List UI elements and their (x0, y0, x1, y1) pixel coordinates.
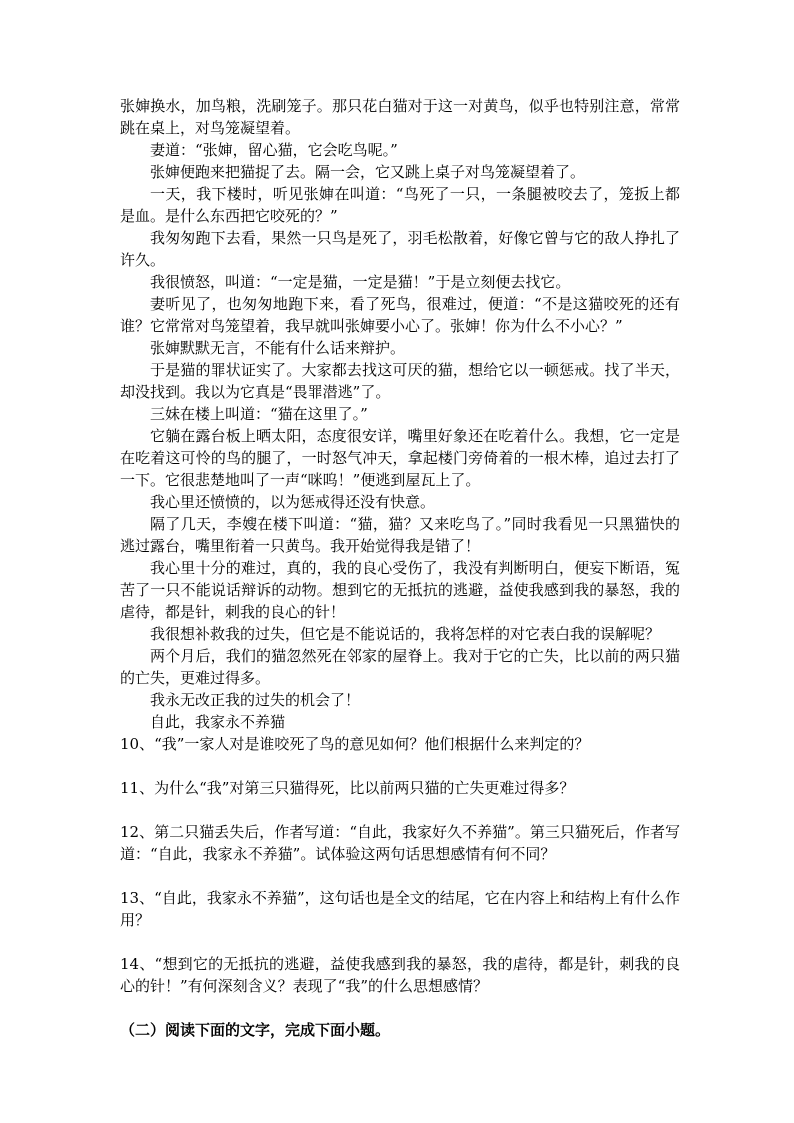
passage-paragraph: 我心里还愤愤的，以为惩戒得还没有快意。 (150, 493, 436, 511)
question-12: 12、第二只猫丢失后，作者写道：“自此，我家好久不养猫”。第三只猫死后，作者写道：“自此，我家永不养猫”。试体验这两句话思想感情有何不同？ (120, 823, 680, 863)
passage-paragraph: 我很想补救我的过失，但它是不能说话的，我将怎样的对它表白我的误解呢？ (150, 625, 661, 643)
passage-paragraph: 我很愤怒，叫道：“一定是猫，一定是猫！”于是立刻便去找它。 (150, 273, 571, 291)
passage-paragraph: 我永无改正我的过失的机会了！ (150, 691, 361, 709)
question-11: 11、为什么“我”对第三只猫得死，比以前两只猫的亡失更难过得多？ (120, 779, 575, 797)
question-list (120, 733, 680, 997)
passage-paragraph: 妻听见了，也匆匆地跑下来，看了死鸟，很难过，便道：“不是这猫咬死的还有谁？它常常对鸟笼望着，我早就叫张婶要小心了。张婶！你为什么不小心？” (120, 295, 680, 335)
passage-paragraph: 张婶换水，加鸟粮，洗刷笼子。那只花白猫对于这一对黄鸟，似乎也特别注意，常常跳在桌上，对鸟笼凝望着。 (120, 97, 680, 137)
passage-paragraph: 我心里十分的难过，真的，我的良心受伤了，我没有判断明白，便妄下断语，冤苦了一只不能说话辩诉的动物。想到它的无抵抗的逃避，益使我感到我的暴怒，我的虐待，都是针，刺我的良心的针！ (120, 559, 680, 621)
question-10: 10、“我”一家人对是谁咬死了鸟的意见如何？他们根据什么来判定的？ (120, 735, 590, 753)
question-14: 14、“想到它的无抵抗的逃避，益使我感到我的暴怒，我的虐待，都是针，刺我的良心的针！”有何深刻含义？表现了“我”的什么思想感情？ (120, 955, 680, 995)
passage-paragraph: 张婶默默无言，不能有什么话来辩护。 (150, 339, 406, 357)
passage-paragraph: 自此，我家永不养猫 (150, 713, 286, 731)
passage-paragraph: 三妹在楼上叫道：“猫在这里了。” (150, 405, 368, 423)
section-heading: （二）阅读下面的文字，完成下面小题。 (120, 1021, 391, 1039)
reading-passage (120, 95, 680, 733)
question-13: 13、“自此，我家永不养猫”，这句话也是全文的结尾，它在内容上和结构上有什么作用？ (120, 889, 680, 929)
passage-paragraph: 隔了几天，李嫂在楼下叫道：“猫，猫？又来吃鸟了。”同时我看见一只黑猫快的逃过露台，嘴里衔着一只黄鸟。我开始觉得我是错了！ (120, 515, 680, 555)
passage-paragraph: 妻道：“张婶，留心猫，它会吃鸟呢。” (150, 141, 398, 159)
passage-paragraph: 我匆匆跑下去看，果然一只鸟是死了，羽毛松散着，好像它曾与它的敌人挣扎了许久。 (120, 229, 680, 269)
passage-paragraph: 一天，我下楼时，听见张婶在叫道：“鸟死了一只，一条腿被咬去了，笼扳上都是血。是什么东西把它咬死的？” (120, 185, 680, 225)
passage-paragraph: 两个月后，我们的猫忽然死在邻家的屋脊上。我对于它的亡失，比以前的两只猫的亡失，更难过得多。 (120, 647, 680, 687)
passage-paragraph: 它躺在露台板上晒太阳，态度很安详，嘴里好象还在吃着什么。我想，它一定是在吃着这可怜的鸟的腿了，一时怒气冲天，拿起楼门旁倚着的一根木棒，追过去打了一下。它很悲楚地叫了一声“咪呜！”便逃到屋瓦上了。 (120, 427, 680, 489)
passage-paragraph: 张婶便跑来把猫捉了去。隔一会，它又跳上桌子对鸟笼凝望着了。 (150, 163, 586, 181)
document-page (120, 95, 680, 1041)
passage-paragraph: 于是猫的罪状证实了。大家都去找这可厌的猫，想给它以一顿惩戒。找了半天，却没找到。我以为它真是“畏罪潜逃”了。 (120, 361, 680, 401)
